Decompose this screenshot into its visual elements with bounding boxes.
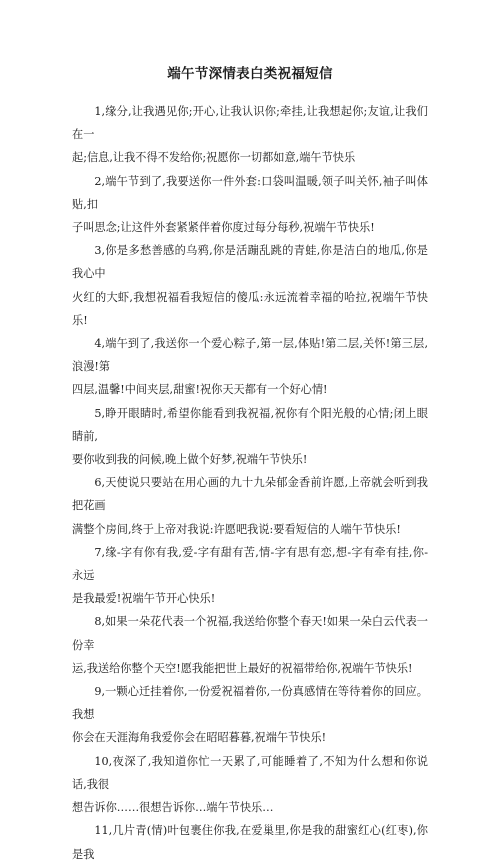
paragraph-line: 起;信息,让我不得不发给你;祝愿你一切都如意,端午节快乐	[72, 151, 356, 165]
paragraph-line: 9,一颗心迁挂着你,一份爱祝福着你,一份真感情在等待着你的回应。我想	[72, 685, 428, 722]
paragraph-7	[72, 541, 428, 611]
paragraph-line: 想告诉你……很想告诉你…端午节快乐…	[72, 801, 274, 815]
paragraph-line: 你会在天涯海角我爱你会在昭昭暮暮,祝端午节快乐!	[72, 731, 327, 745]
paragraph-3	[72, 239, 428, 332]
paragraph-line: 2,端午节到了,我要送你一件外套:口袋叫温暖,领子叫关怀,袖子叫体贴,扣	[72, 174, 428, 211]
paragraph-6	[72, 471, 428, 541]
paragraph-4	[72, 332, 428, 402]
paragraph-line: 6,天使说只要站在用心画的九十九朵郁金香前许愿,上帝就会听到我把花画	[72, 476, 428, 513]
paragraph-line: 火红的大虾,我想祝福看我短信的傻瓜:永远流着幸福的哈拉,祝端午节快乐!	[72, 290, 428, 327]
paragraph-line: 1,缘分,让我遇见你;开心,让我认识你;牵挂,让我想起你;友谊,让我们在一	[72, 105, 428, 142]
paragraph-line: 运,我送给你整个天空!愿我能把世上最好的祝福带给你,祝端午节快乐!	[72, 661, 413, 675]
paragraph-2	[72, 170, 428, 240]
paragraph-5	[72, 402, 428, 472]
paragraph-8	[72, 610, 428, 680]
paragraph-line: 四层,温馨!中间夹层,甜蜜!祝你天天都有一个好心情!	[72, 383, 328, 397]
paragraph-line: 8,如果一朵花代表一个祝福,我送给你整个春天!如果一朵白云代表一份幸	[72, 615, 428, 652]
paragraph-line: 要你收到我的问候,晚上做个好梦,祝端午节快乐!	[72, 453, 308, 467]
paragraph-line: 11,几片青(情)叶包裹住你我,在爱巢里,你是我的甜蜜红心(红枣),你是我	[72, 824, 428, 861]
paragraph-line: 4,端午到了,我送你一个爱心粽子,第一层,体贴!第二层,关怀!第三层,浪漫!第	[72, 337, 428, 374]
paragraph-line: 满整个房间,终于上帝对我说:许愿吧我说:要看短信的人端午节快乐!	[72, 522, 401, 536]
paragraph-line: 7,缘-字有你有我,爱-字有甜有苦,情-字有思有恋,想-字有牵有挂,你-永远	[72, 545, 428, 583]
paragraph-line: 10,夜深了,我知道你忙一天累了,可能睡着了,不知为什么想和你说话,我很	[72, 754, 428, 791]
paragraph-10	[72, 750, 428, 820]
paragraph-9	[72, 680, 428, 750]
paragraph-line: 3,你是多愁善感的乌鸦,你是活蹦乱跳的青蛙,你是洁白的地瓜,你是我心中	[72, 244, 428, 281]
paragraph-line: 5,睁开眼睛时,希望你能看到我祝福,祝你有个阳光般的心情;闭上眼睛前,	[72, 406, 428, 443]
document-title: 端午节深情表白类祝福短信	[167, 66, 333, 82]
paragraph-11	[72, 819, 428, 865]
paragraph-line: 是我最爱!祝端午节开心快乐!	[72, 592, 216, 606]
paragraph-line: 子叫思念;让这件外套紧紧伴着你度过每分每秒,祝端午节快乐!	[72, 221, 375, 235]
paragraph-1	[72, 100, 428, 170]
